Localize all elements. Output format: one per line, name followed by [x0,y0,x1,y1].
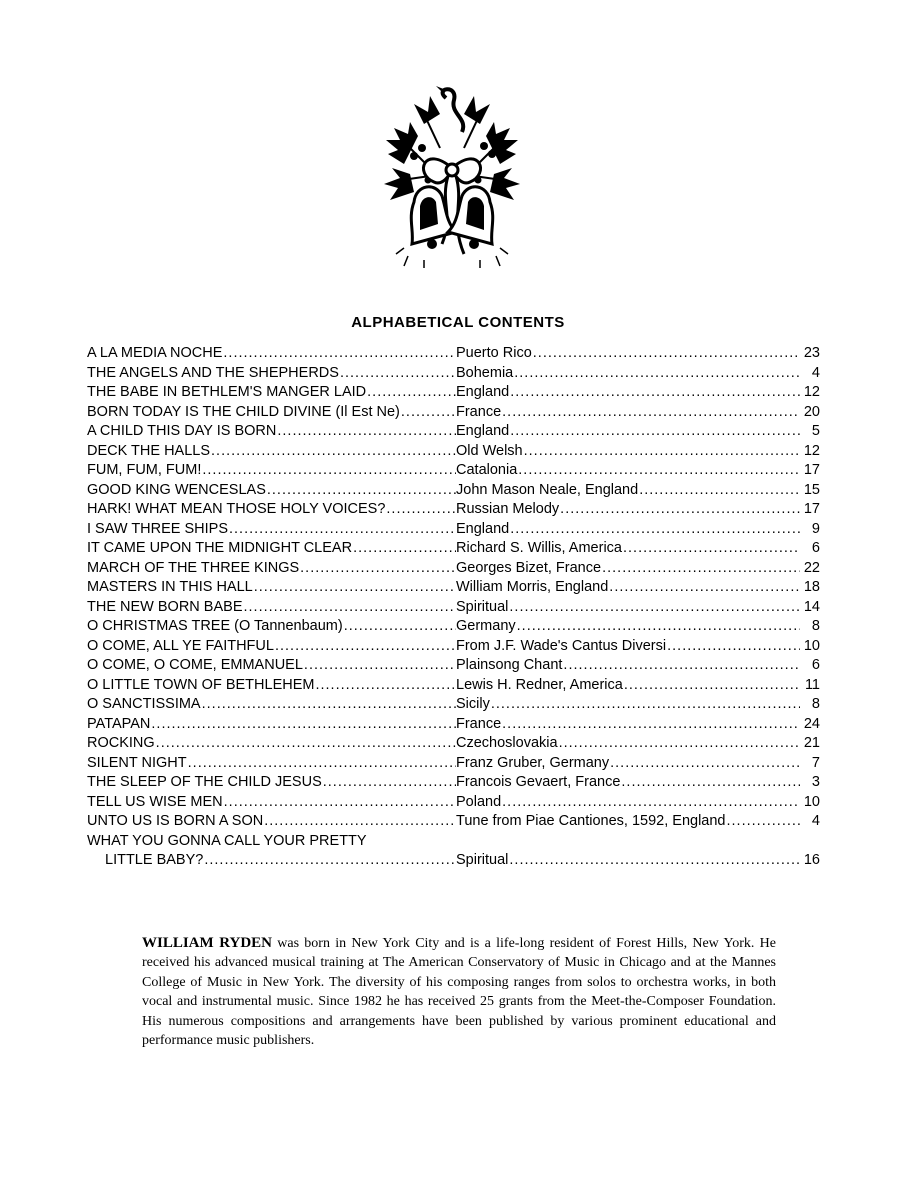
entry-title: THE NEW BORN BABE [87,598,243,615]
contents-heading: ALPHABETICAL CONTENTS [351,314,565,331]
contents-entry [87,383,820,403]
contents-entry [87,754,820,774]
entry-origin: France [456,403,502,420]
contents-entry [87,715,820,735]
entry-origin: England [456,384,510,400]
entry-page: 3 [800,773,820,793]
entry-origin: France [456,715,502,732]
entry-origin: Richard S. Willis, America [456,540,622,556]
contents-entry [87,676,820,696]
contents-entry [87,364,820,384]
entry-page: 18 [800,578,820,598]
entry-page: 4 [800,812,820,832]
entry-page: 7 [800,754,820,774]
entry-origin: John Mason Neale, England [456,481,639,498]
entry-origin: England [456,423,510,439]
entry-page: 22 [800,559,820,579]
contents-entry [87,851,820,871]
contents-list [87,344,820,871]
contents-entry [87,403,820,423]
entry-title: ROCKING [87,735,155,751]
entry-title: PATAPAN [87,715,151,732]
entry-origin: Spiritual [456,852,509,868]
entry-title: I SAW THREE SHIPS [87,520,228,537]
entry-page: 23 [800,344,820,364]
contents-entry [87,695,820,715]
entry-page: 10 [800,637,820,657]
entry-title: WHAT YOU GONNA CALL YOUR PRETTY [87,832,367,849]
contents-entry [87,832,820,852]
entry-page: 16 [800,851,820,871]
author-bio-text: was born in New York City and is a life-long resident of Forest Hills, New York. He received his advanced musical training at The American Conservatory of Music in Chicago and at the Mannes College of Music in New York. The diversity of his composing ranges from solos to orchestra works, in both vocal and instrumental music. Since 1982 he has received 25 grants from the Meet-the-Composer Foundation. His numerous compositions and arrangements have been published by various prominent educational and performance music publishers. [142,936,776,1049]
contents-entry [87,481,820,501]
contents-entry [87,422,820,442]
contents-entry [87,578,820,598]
entry-origin: Russian Melody [456,501,560,517]
entry-page: 8 [800,617,820,637]
entry-page: 6 [800,656,820,676]
contents-entry [87,598,820,618]
entry-origin: Franz Gruber, Germany [456,754,610,771]
entry-title: UNTO US IS BORN A SON [87,813,264,829]
contents-entry [87,734,820,754]
entry-title: MASTERS IN THIS HALL [87,579,253,595]
entry-title: BORN TODAY IS THE CHILD DIVINE (Il Est Ne) [87,403,400,420]
entry-title: GOOD KING WENCESLAS [87,481,266,498]
entry-title: THE BABE IN BETHLEM'S MANGER LAID [87,384,367,400]
entry-title: A LA MEDIA NOCHE [87,345,223,361]
entry-title: MARCH OF THE THREE KINGS [87,559,300,576]
contents-entry [87,500,820,520]
entry-origin: Czechoslovakia [456,735,558,751]
entry-origin: From J.F. Wade's Cantus Diversi [456,637,667,654]
contents-entry [87,637,820,657]
entry-title: THE ANGELS AND THE SHEPHERDS [87,364,339,381]
entry-page: 15 [800,481,820,501]
entry-page: 14 [800,598,820,618]
entry-title: A CHILD THIS DAY IS BORN [87,423,277,439]
entry-page: 17 [800,500,820,520]
entry-title: SILENT NIGHT [87,754,187,771]
entry-origin: Sicily [456,696,490,712]
entry-title: TELL US WISE MEN [87,793,223,810]
entry-origin: Old Welsh [456,442,523,459]
contents-entry [87,617,820,637]
entry-origin: England [456,520,510,537]
entry-page: 20 [800,403,820,423]
contents-entry [87,656,820,676]
entry-origin: Lewis H. Redner, America [456,676,623,693]
entry-title: IT CAME UPON THE MIDNIGHT CLEAR [87,540,353,556]
entry-page: 12 [800,442,820,462]
contents-entry [87,461,820,481]
entry-origin: William Morris, England [456,579,609,595]
entry-title: O COME, ALL YE FAITHFUL [87,637,274,654]
entry-origin: Plainsong Chant [456,657,563,673]
entry-origin: Francois Gevaert, France [456,774,621,790]
entry-origin: Catalonia [456,462,518,478]
entry-page: 17 [800,461,820,481]
entry-page: 11 [800,676,820,696]
entry-page: 4 [800,364,820,384]
entry-title: O SANCTISSIMA [87,696,201,712]
contents-entry [87,520,820,540]
entry-title: HARK! WHAT MEAN THOSE HOLY VOICES? [87,501,386,517]
entry-page: 6 [800,539,820,559]
entry-origin: Germany [456,618,516,634]
entry-origin: Bohemia [456,364,514,381]
author-name: WILLIAM RYDEN [142,935,272,951]
entry-origin: Puerto Rico [456,345,532,361]
contents-entry [87,812,820,832]
christmas-bells-ornament [384,84,520,270]
entry-page: 12 [800,383,820,403]
entry-origin: Georges Bizet, France [456,559,602,576]
entry-page: 21 [800,734,820,754]
entry-title: O LITTLE TOWN OF BETHLEHEM [87,676,315,693]
entry-page: 5 [800,422,820,442]
entry-origin: Spiritual [456,598,509,615]
entry-page: 10 [800,793,820,813]
contents-entry [87,793,820,813]
contents-entry [87,539,820,559]
contents-entry [87,442,820,462]
contents-entry [87,344,820,364]
contents-entry [87,559,820,579]
author-bio [142,934,776,1050]
entry-page: 9 [800,520,820,540]
entry-origin: Tune from Piae Cantiones, 1592, England [456,813,726,829]
entry-title: THE SLEEP OF THE CHILD JESUS [87,774,322,790]
entry-title: LITTLE BABY? [105,852,204,868]
entry-title: FUM, FUM, FUM! [87,462,202,478]
contents-entry [87,773,820,793]
entry-title: O COME, O COME, EMMANUEL [87,657,303,673]
entry-page: 8 [800,695,820,715]
entry-origin: Poland [456,793,502,810]
entry-title: DECK THE HALLS [87,442,211,459]
entry-page: 24 [800,715,820,735]
entry-title: O CHRISTMAS TREE (O Tannenbaum) [87,618,343,634]
